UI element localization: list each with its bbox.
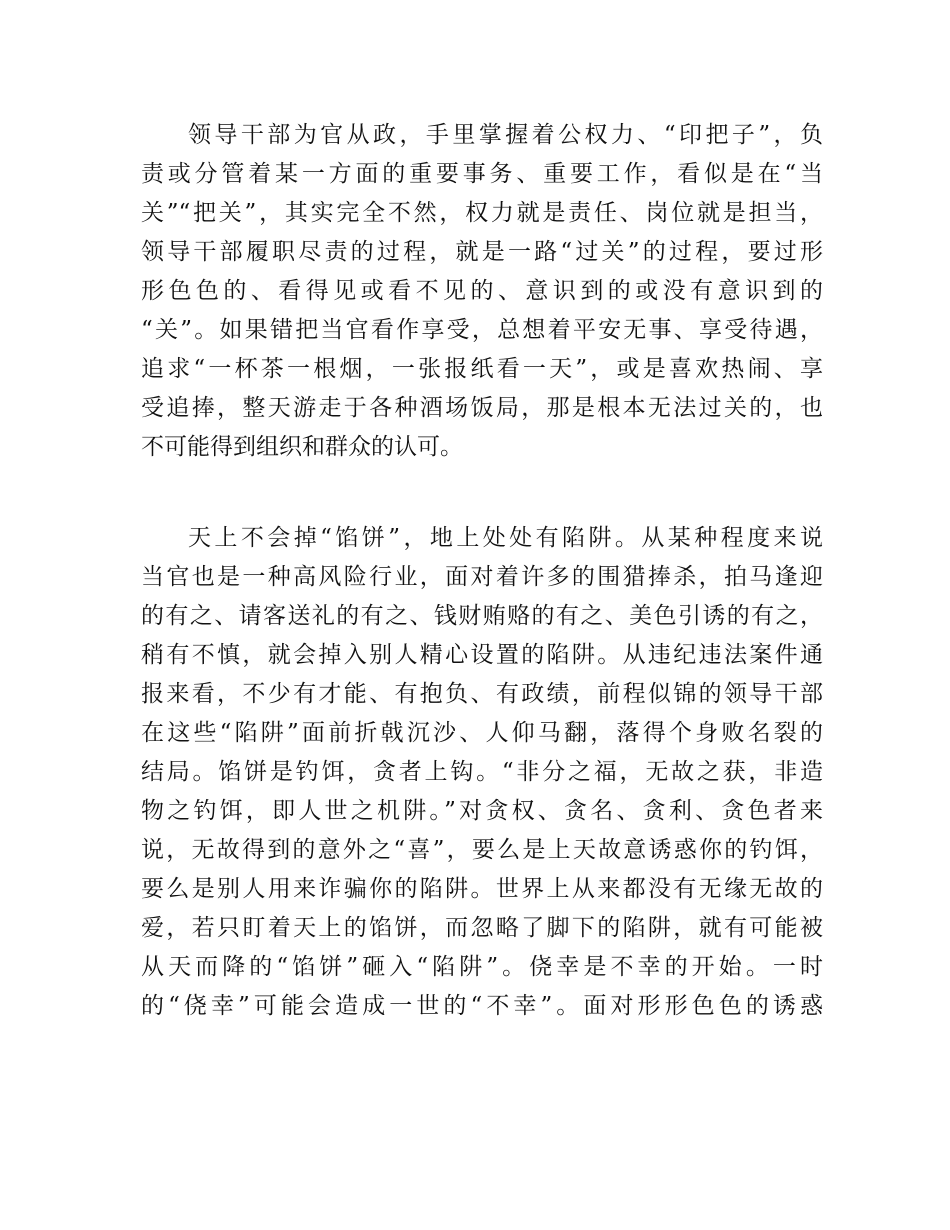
paragraph-line: 不可能得到组织和群众的认可。 [141,434,463,460]
paragraph-line: “关”。如果错把当官看作享受，总想着平安无事、享受待遇， [141,317,823,343]
paragraph-line: 的有之、请客送礼的有之、钱财贿赂的有之、美色引诱的有之， [141,603,823,629]
paragraph-line: 领导干部为官从政，手里掌握着公权力、“印把子”，负 [188,122,823,148]
paragraph-line: 责或分管着某一方面的重要事务、重要工作，看似是在“当 [141,161,823,187]
paragraph-line: 的“侥幸”可能会造成一世的“不幸”。面对形形色色的诱惑 [141,993,823,1019]
paragraph-line: 天上不会掉“馅饼”，地上处处有陷阱。从某种程度来说 [188,525,823,551]
paragraph-line: 在这些“陷阱”面前折戟沉沙、人仰马翻，落得个身败名裂的 [141,720,823,746]
paragraph-line: 物之钓饵，即人世之机阱。”对贪权、贪名、贪利、贪色者来 [141,798,823,824]
paragraph-line: 当官也是一种高风险行业，面对着许多的围猎捧杀，拍马逢迎 [141,564,823,590]
paragraph-line: 要么是别人用来诈骗你的陷阱。世界上从来都没有无缘无故的 [141,876,823,902]
paragraph-line: 从天而降的“馅饼”砸入“陷阱”。侥幸是不幸的开始。一时 [141,954,823,980]
paragraph-line: 结局。馅饼是钓饵，贪者上钩。“非分之福，无故之获，非造 [141,759,823,785]
paragraph-line: 稍有不慎，就会掉入别人精心设置的陷阱。从违纪违法案件通 [141,642,823,668]
paragraph-line: 受追捧，整天游走于各种酒场饭局，那是根本无法过关的，也 [141,395,823,421]
paragraph-line: 说，无故得到的意外之“喜”，要么是上天故意诱惑你的钓饵， [141,837,823,863]
paragraph-line: 爱，若只盯着天上的馅饼，而忽略了脚下的陷阱，就有可能被 [141,915,823,941]
paragraph-1 [141,116,823,467]
paragraph-2 [141,519,823,1026]
paragraph-line: 追求“一杯茶一根烟，一张报纸看一天”，或是喜欢热闹、享 [141,356,823,382]
paragraph-line: 形色色的、看得见或看不见的、意识到的或没有意识到的 [141,278,823,304]
paragraph-line: 报来看，不少有才能、有抱负、有政绩，前程似锦的领导干部 [141,681,823,707]
paragraph-line: 关”“把关”，其实完全不然，权力就是责任、岗位就是担当， [141,200,823,226]
paragraph-line: 领导干部履职尽责的过程，就是一路“过关”的过程，要过形 [141,239,823,265]
